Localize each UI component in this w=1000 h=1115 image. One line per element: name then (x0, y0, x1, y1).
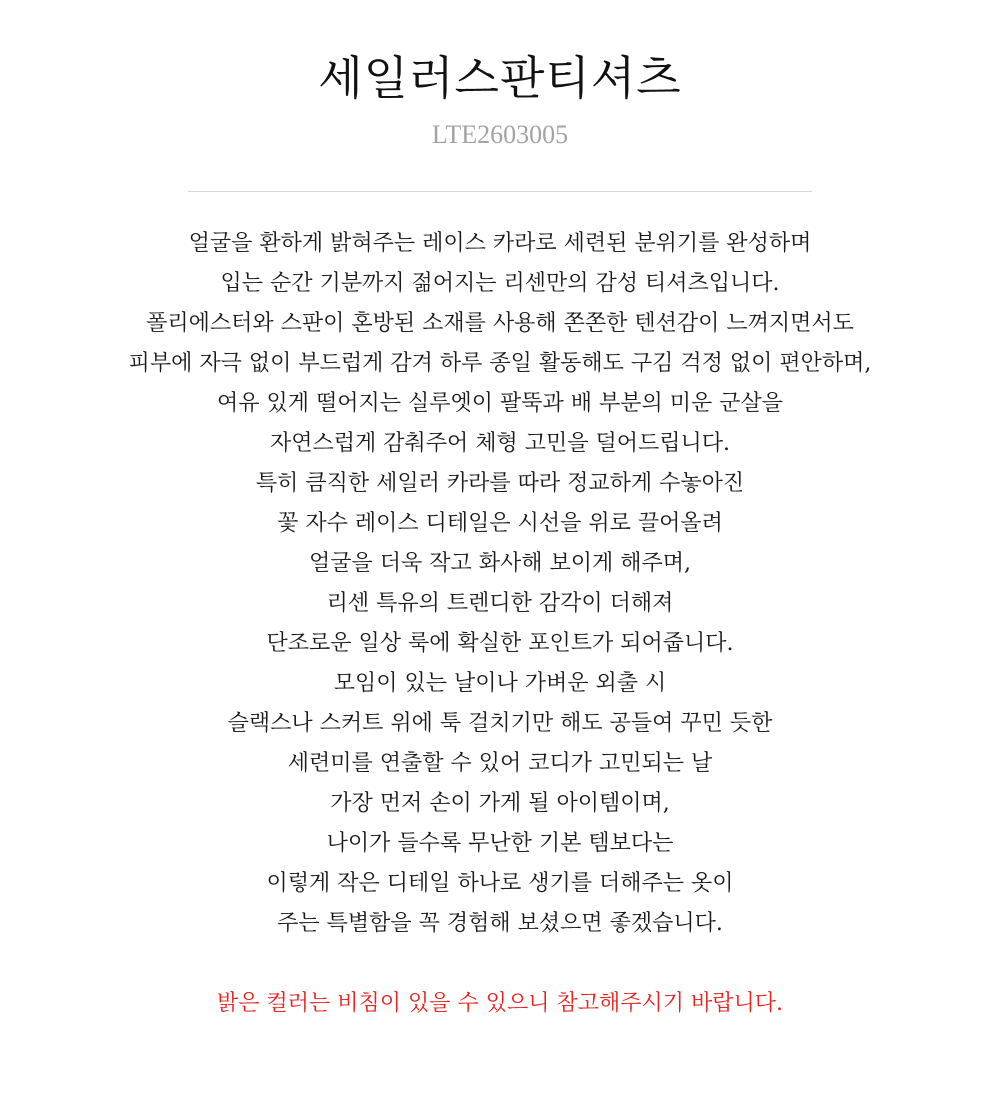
description-line: 리센 특유의 트렌디한 감각이 더해져 (326, 591, 674, 616)
description-line: 입는 순간 기분까지 젊어지는 리센만의 감성 티셔츠입니다. (220, 271, 780, 296)
description-line: 나이가 들수록 무난한 기본 템보다는 (326, 831, 674, 856)
description-line: 얼굴을 더욱 작고 화사해 보이게 해주며, (309, 551, 691, 576)
description-line: 단조로운 일상 룩에 확실한 포인트가 되어줍니다. (266, 631, 734, 656)
description-line: 꽃 자수 레이스 디테일은 시선을 위로 끌어올려 (277, 511, 723, 536)
description-line: 폴리에스터와 스판이 혼방된 소재를 사용해 쫀쫀한 텐션감이 느껴지면서도 (146, 311, 854, 336)
description-line: 주는 특별함을 꼭 경험해 보셨으면 좋겠습니다. (277, 911, 723, 936)
description-line: 특히 큼직한 세일러 카라를 따라 정교하게 수놓아진 (255, 471, 745, 496)
description-line: 세련미를 연출할 수 있어 코디가 고민되는 날 (287, 751, 713, 776)
product-code: LTE2603005 (431, 120, 569, 149)
product-title: 세일러스판티셔츠 (318, 51, 682, 105)
description-line: 이렇게 작은 디테일 하나로 생기를 더해주는 옷이 (266, 871, 734, 896)
description-line: 여유 있게 떨어지는 실루엣이 팔뚝과 배 부분의 미운 군살을 (217, 391, 783, 416)
description-line: 얼굴을 환하게 밝혀주는 레이스 카라로 세련된 분위기를 완성하며 (188, 231, 812, 256)
color-notice: 밝은 컬러는 비침이 있을 수 있으니 참고해주시기 바랍니다. (217, 991, 783, 1016)
description-line: 가장 먼저 손이 가게 될 아이템이며, (330, 791, 670, 816)
description-line: 자연스럽게 감춰주어 체형 고민을 덜어드립니다. (269, 431, 730, 456)
divider (188, 191, 812, 192)
description-line: 슬랙스나 스커트 위에 툭 걸치기만 해도 공들여 꾸민 듯한 (227, 711, 773, 736)
product-description (0, 224, 1000, 944)
description-line: 피부에 자극 없이 부드럽게 감겨 하루 종일 활동해도 구김 걱정 없이 편안하며, (128, 351, 872, 376)
description-line: 모임이 있는 날이나 가벼운 외출 시 (333, 671, 667, 696)
